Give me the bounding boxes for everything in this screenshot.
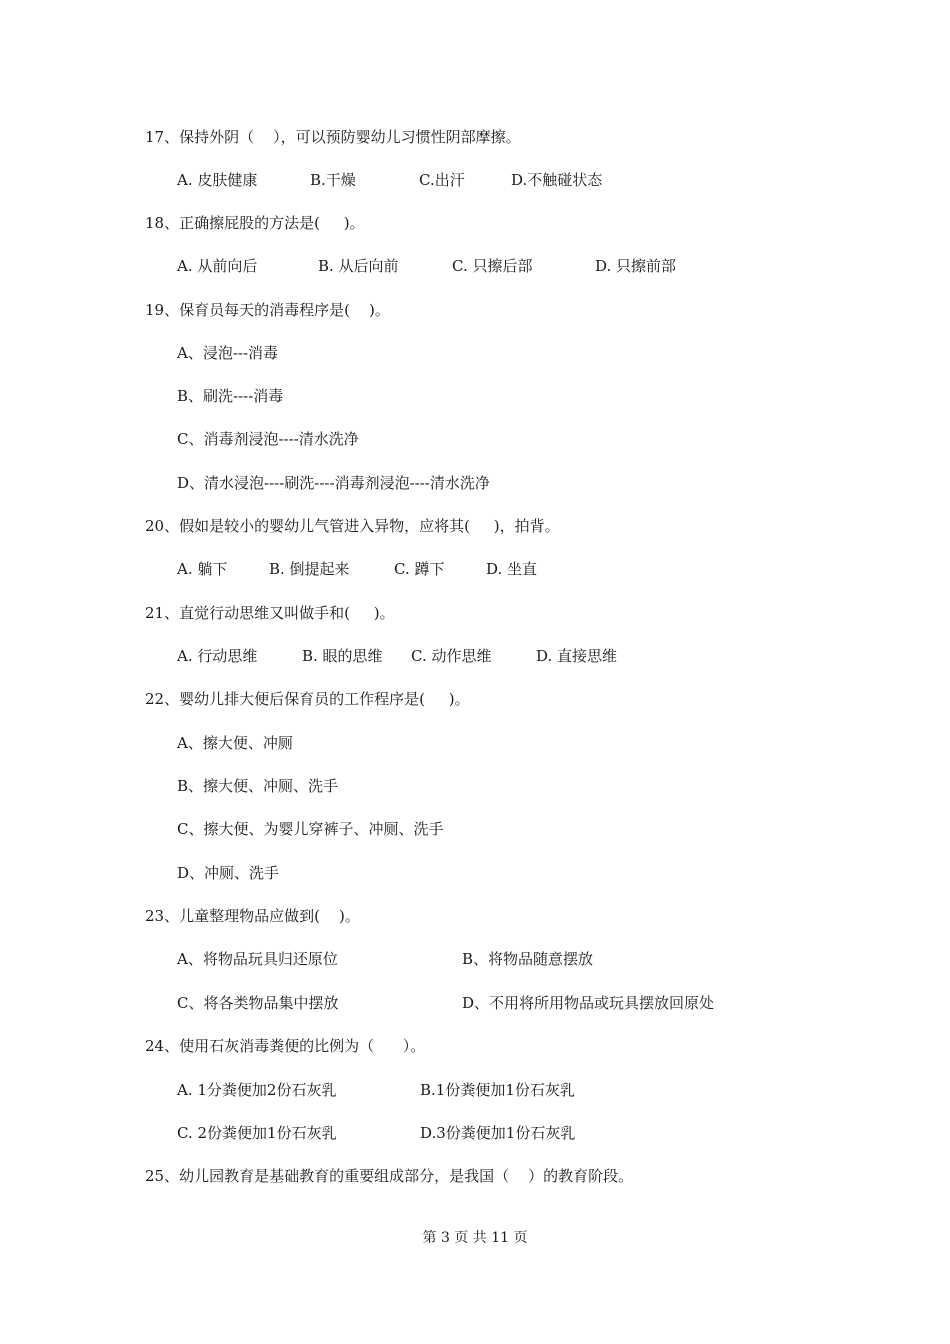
question-23-option-c: C、将各类物品集中摆放 <box>177 994 339 1012</box>
question-17-stem: 17、保持外阴（ ），可以预防婴幼儿习惯性阴部摩擦。 <box>145 128 521 146</box>
question-24-option-b: B.1份粪便加1份石灰乳 <box>420 1081 575 1099</box>
question-18-options <box>177 256 877 276</box>
question-23-option-d: D、不用将所用物品或玩具摆放回原处 <box>462 994 715 1012</box>
question-19-stem: 19、保育员每天的消毒程序是( )。 <box>145 301 390 319</box>
question-23-option-a: A、将物品玩具归还原位 <box>177 950 338 968</box>
question-24-stem: 24、使用石灰消毒粪便的比例为（ ）。 <box>145 1037 426 1055</box>
question-22-option-d: D、冲厕、洗手 <box>177 864 280 882</box>
option-c: C. 动作思维 <box>411 647 492 665</box>
page-number: 第 3 页 共 11 页 <box>422 1230 528 1246</box>
question-17-options <box>177 170 877 190</box>
question-23-stem: 23、儿童整理物品应做到( )。 <box>145 907 360 925</box>
question-25-stem: 25、幼儿园教育是基础教育的重要组成部分，是我国（ ）的教育阶段。 <box>145 1167 634 1185</box>
question-22-stem: 22、婴幼儿排大便后保育员的工作程序是( )。 <box>145 690 470 708</box>
option-a: A. 从前向后 <box>177 257 258 275</box>
option-d: D. 坐直 <box>486 560 538 578</box>
question-20-options <box>177 559 877 579</box>
option-a: A. 躺下 <box>177 560 228 578</box>
option-c: C.出汗 <box>419 171 465 189</box>
question-24-option-a: A. 1分粪便加2份石灰乳 <box>177 1081 337 1099</box>
option-d: D. 直接思维 <box>536 647 618 665</box>
option-b: B. 从后向前 <box>318 257 399 275</box>
option-c: C. 只擦后部 <box>452 257 533 275</box>
question-19-option-b: B、刷洗----消毒 <box>177 387 284 405</box>
question-18-stem: 18、正确擦屁股的方法是( )。 <box>145 214 365 232</box>
question-24-option-d: D.3份粪便加1份石灰乳 <box>420 1124 576 1142</box>
question-22-option-b: B、擦大便、冲厕、洗手 <box>177 777 339 795</box>
option-c: C. 蹲下 <box>394 560 445 578</box>
question-24-option-c: C. 2份粪便加1份石灰乳 <box>177 1124 337 1142</box>
option-d: D.不触碰状态 <box>511 171 603 189</box>
option-b: B. 倒提起来 <box>269 560 350 578</box>
question-19-option-a: A、浸泡---消毒 <box>177 344 279 362</box>
option-d: D. 只擦前部 <box>595 257 677 275</box>
option-a: A. 皮肤健康 <box>177 171 258 189</box>
question-20-stem: 20、假如是较小的婴幼儿气管进入异物，应将其( )，拍背。 <box>145 517 560 535</box>
question-22-option-c: C、擦大便、为婴儿穿裤子、冲厕、洗手 <box>177 820 444 838</box>
question-21-options <box>177 646 877 666</box>
question-19-option-d: D、清水浸泡----刷洗----消毒剂浸泡----清水洗净 <box>177 474 490 492</box>
question-19-option-c: C、消毒剂浸泡----清水洗净 <box>177 430 359 448</box>
question-22-option-a: A、擦大便、冲厕 <box>177 734 293 752</box>
option-a: A. 行动思维 <box>177 647 258 665</box>
question-23-option-b: B、将物品随意摆放 <box>462 950 594 968</box>
question-21-stem: 21、直觉行动思维又叫做手和( )。 <box>145 604 395 622</box>
option-b: B.干燥 <box>310 171 356 189</box>
option-b: B. 眼的思维 <box>302 647 383 665</box>
